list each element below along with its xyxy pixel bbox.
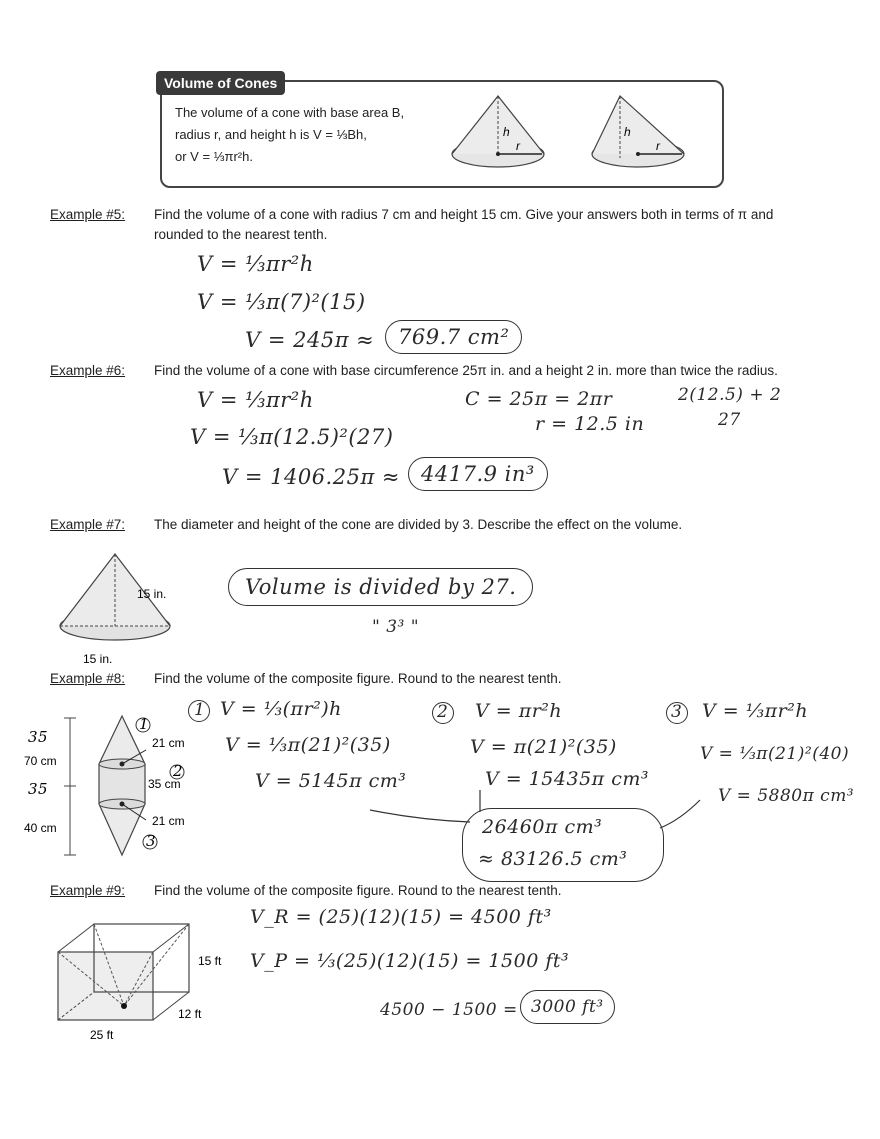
cone-h-label: h [503, 125, 510, 139]
fig-40-cm: 40 cm [24, 821, 57, 835]
concept-text [175, 102, 455, 168]
example-8-prompt: Find the volume of the composite figure. Round to the nearest tenth. [154, 671, 562, 686]
part-3-line-3: V = 5880π cm³ [718, 786, 855, 806]
fig-marker-3: 3 [146, 832, 157, 850]
example-8-total-line-1: 26460π cm³ [482, 816, 603, 838]
example-6-work-line-2: V = ⅓π(12.5)²(27) [190, 425, 394, 449]
example-5-work-line-2: V = ⅓π(7)²(15) [197, 290, 366, 314]
oblique-cone-h-label: h [624, 125, 631, 139]
example-6-side-line-1: C = 25π = 2πr [465, 388, 613, 410]
example-9-label: Example #9: [50, 883, 126, 898]
example-8-label: Example #8: [50, 671, 126, 686]
example-6-side-line-4: 27 [718, 410, 741, 430]
example-7-prompt: The diameter and height of the cone are divided by 3. Describe the effect on the volume. [154, 517, 683, 532]
example-9-work-line-1: V_R = (25)(12)(15) = 4500 ft³ [250, 906, 552, 928]
right-cone-figure [452, 96, 544, 167]
example-7-note: " 3³ " [372, 617, 420, 637]
oblique-cone-r-label: r [656, 139, 660, 153]
concept-line-3: or V = ⅓πr²h. [175, 149, 253, 164]
fig-marker-2: 2 [173, 762, 184, 780]
cone-diagrams [450, 92, 710, 178]
cone-r-label: r [516, 139, 520, 153]
example-8-composite-figure [22, 710, 202, 860]
example-7-label: Example #7: [50, 517, 126, 532]
example-9-prompt: Find the volume of the composite figure. Round to the nearest tenth. [154, 883, 562, 898]
example-5-work-line-1: V = ⅓πr²h [197, 252, 314, 276]
part-2-line-1: V = πr²h [475, 700, 563, 722]
part-3-line-2: V = ⅓π(21)²(40) [700, 744, 850, 764]
example-6-answer: 4417.9 in³ [408, 457, 548, 491]
example-5-label: Example #5: [50, 207, 126, 222]
concept-line-2: radius r, and height h is V = ⅓Bh, [175, 127, 367, 142]
example-6-side-line-2: r = 12.5 in [535, 413, 645, 435]
example-9-answer: 3000 ft³ [520, 990, 615, 1024]
concept-line-1: The volume of a cone with base area B, [175, 105, 405, 120]
oblique-cone-figure [592, 96, 684, 167]
example-8-total-line-2: ≈ 83126.5 cm³ [478, 848, 628, 870]
part-1-line-2: V = ⅓π(21)²(35) [225, 734, 391, 756]
part-1-line-3: V = 5145π cm³ [255, 770, 407, 792]
fig-35-upper: 35 [28, 728, 49, 746]
fig-marker-1: 1 [139, 715, 150, 733]
example-7-cone-figure [55, 548, 185, 668]
part-3-number: 3 [671, 702, 683, 722]
example-9-prism-figure [52, 920, 242, 1045]
fig-70-cm: 70 cm [24, 754, 57, 768]
part-2-line-3: V = 15435π cm³ [485, 768, 649, 790]
example-9-length-label: 25 ft [90, 1028, 114, 1042]
example-7-answer: Volume is divided by 27. [228, 568, 533, 606]
example-9-work-line-3: 4500 − 1500 = [380, 1000, 518, 1020]
example-5-work-line-3: V = 245π ≈ [245, 328, 375, 352]
fig-35-lower: 35 [28, 780, 49, 798]
part-2-line-2: V = π(21)²(35) [470, 736, 617, 758]
part-1-line-1: V = ⅓(πr²)h [220, 698, 342, 720]
example-6-prompt: Find the volume of a cone with base circumference 25π in. and a height 2 in. more than twice the radius. [154, 363, 778, 378]
example-5-prompt-line-2: rounded to the nearest tenth. [154, 227, 328, 242]
concept-title: Volume of Cones [156, 71, 285, 95]
example-9-height-label: 15 ft [198, 954, 222, 968]
part-1-number: 1 [194, 700, 206, 720]
example-6-work-line-3: V = 1406.25π ≈ [222, 465, 401, 489]
part-2-number: 2 [437, 702, 449, 722]
example-5-answer: 769.7 cm² [385, 320, 522, 354]
example-6-work-line-1: V = ⅓πr²h [197, 388, 314, 412]
fig-21-cm-top: 21 cm [152, 736, 185, 750]
fig-35-cm: 35 cm [148, 777, 181, 791]
example-6-label: Example #6: [50, 363, 126, 378]
fig-21-cm-bottom: 21 cm [152, 814, 185, 828]
part-3-line-1: V = ⅓πr²h [702, 700, 809, 722]
example-5-prompt-line-1: Find the volume of a cone with radius 7 cm and height 15 cm. Give your answers both in terms of π and [154, 207, 774, 222]
example-9-work-line-2: V_P = ⅓(25)(12)(15) = 1500 ft³ [250, 950, 570, 972]
example-6-side-line-3: 2(12.5) + 2 [678, 385, 782, 405]
example-7-diameter-label: 15 in. [83, 652, 113, 666]
example-7-height-label: 15 in. [137, 587, 167, 601]
example-9-depth-label: 12 ft [178, 1007, 202, 1021]
